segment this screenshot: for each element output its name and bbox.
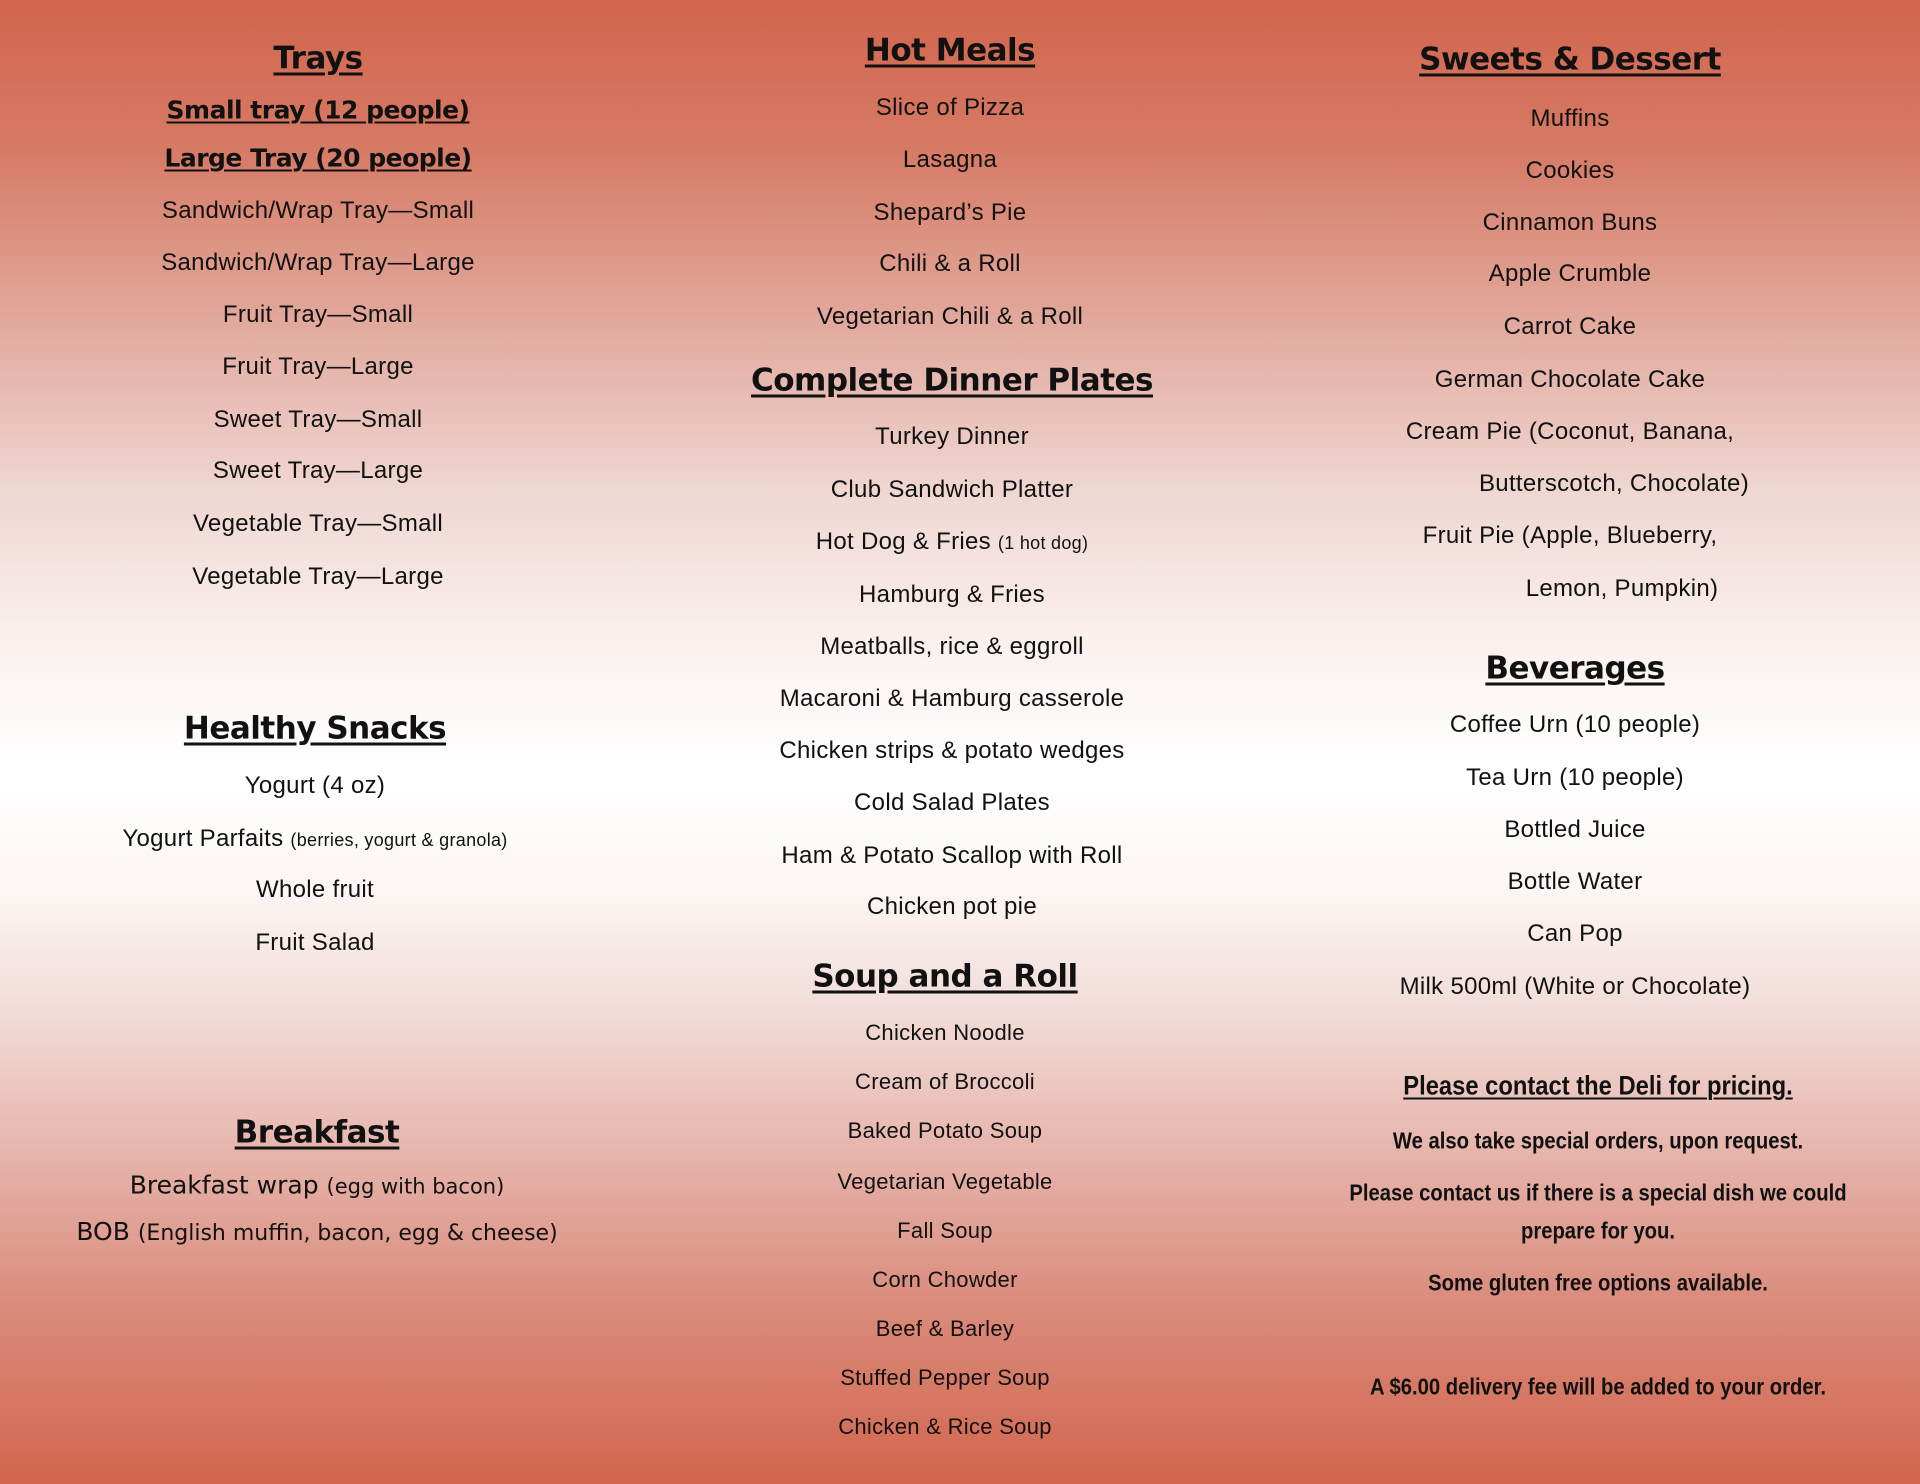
menu-item: Bottle Water <box>1507 868 1643 895</box>
gluten-free-note: Some gluten free options available. <box>1428 1269 1768 1296</box>
menu-item: Carrot Cake <box>1503 313 1637 340</box>
menu-item: Fruit Pie (Apple, Blueberry, <box>1422 522 1718 549</box>
menu-item: Fall Soup <box>897 1218 993 1243</box>
menu-item: Cookies <box>1525 157 1615 184</box>
menu-item <box>816 530 1089 554</box>
item-name: Cold Salad Plates <box>854 789 1050 816</box>
item-name: Macaroni & Hamburg casserole <box>779 685 1125 712</box>
special-orders-note: We also take special orders, upon request. <box>1392 1127 1804 1154</box>
menu-item: Vegetarian Chili & a Roll <box>816 303 1084 330</box>
menu-item: Apple Crumble <box>1488 260 1652 287</box>
item-note: (egg with bacon) <box>326 1174 505 1199</box>
item-name: Whole fruit <box>255 876 375 903</box>
menu-item-continuation: Butterscotch, Chocolate) <box>1479 470 1749 497</box>
menu-item: Fruit Tray—Large <box>222 353 414 380</box>
special-dish-note-line2: prepare for you. <box>1520 1217 1676 1244</box>
item-name: Yogurt Parfaits <box>122 825 284 852</box>
item-name: Chicken strips & potato wedges <box>779 737 1125 764</box>
breakfast-heading: Breakfast <box>234 1114 400 1151</box>
menu-item <box>854 791 1050 815</box>
hot-meals-heading: Hot Meals <box>864 32 1036 69</box>
menu-item: Vegetarian Vegetable <box>837 1169 1053 1194</box>
item-note: (berries, yogurt & granola) <box>290 830 508 850</box>
item-name: Fruit Salad <box>255 929 375 956</box>
menu-item <box>820 635 1084 659</box>
menu-item: Cinnamon Buns <box>1482 209 1658 236</box>
menu-item: Sweet Tray—Small <box>213 406 423 433</box>
item-name: Breakfast wrap <box>129 1170 319 1200</box>
dinner-plates-heading: Complete Dinner Plates <box>751 362 1153 399</box>
item-name: Yogurt (4 oz) <box>244 772 386 799</box>
menu-item: Cream Pie (Coconut, Banana, <box>1405 418 1735 445</box>
menu-item: Baked Potato Soup <box>847 1118 1043 1143</box>
menu-item: Slice of Pizza <box>875 94 1025 121</box>
special-dish-note-line1: Please contact us if there is a special dish we could <box>1349 1179 1847 1206</box>
menu-item: Sandwich/Wrap Tray—Large <box>161 249 475 276</box>
menu-item: Stuffed Pepper Soup <box>840 1365 1050 1390</box>
item-name: Club Sandwich Platter <box>830 476 1074 503</box>
menu-item: Chicken & Rice Soup <box>838 1414 1052 1439</box>
item-name: Hot Dog & Fries <box>815 528 991 555</box>
pricing-note: Please contact the Deli for pricing. <box>1403 1070 1793 1101</box>
item-name: Ham & Potato Scallop with Roll <box>781 842 1123 869</box>
menu-item: Sweet Tray—Large <box>212 457 424 484</box>
trays-heading: Trays <box>273 40 363 77</box>
soup-heading: Soup and a Roll <box>812 958 1078 995</box>
menu-item: Vegetable Tray—Large <box>192 563 444 590</box>
menu-item: Tea Urn (10 people) <box>1466 764 1684 791</box>
menu-item: Fruit Tray—Small <box>222 301 414 328</box>
beverages-heading: Beverages <box>1485 650 1665 687</box>
menu-item <box>129 1170 505 1200</box>
menu-item <box>256 878 374 902</box>
menu-item: Coffee Urn (10 people) <box>1449 711 1701 738</box>
healthy-snacks-heading: Healthy Snacks <box>183 710 447 747</box>
menu-item <box>245 774 385 798</box>
menu-item-continuation: Lemon, Pumpkin) <box>1525 575 1719 602</box>
menu-item: Chicken Noodle <box>865 1020 1025 1045</box>
delivery-fee-note: A $6.00 delivery fee will be added to your order. <box>1370 1373 1826 1400</box>
small-tray-size: Small tray (12 people) <box>166 95 470 125</box>
menu-item: Cream of Broccoli <box>855 1069 1035 1094</box>
menu-item: Sandwich/Wrap Tray—Small <box>161 197 475 224</box>
menu-item: Corn Chowder <box>872 1267 1018 1292</box>
menu-item <box>781 844 1122 868</box>
menu-item <box>780 687 1125 711</box>
menu-item: Lasagna <box>902 146 998 173</box>
item-note: (English muffin, bacon, egg & cheese) <box>137 1221 558 1246</box>
menu-item <box>859 583 1045 607</box>
menu-item <box>875 425 1029 449</box>
menu-item: German Chocolate Cake <box>1434 366 1706 393</box>
menu-item: Muffins <box>1530 105 1610 132</box>
menu-item <box>779 739 1124 763</box>
item-name: Meatballs, rice & eggroll <box>820 633 1084 660</box>
item-name: BOB <box>76 1217 130 1246</box>
item-name: Chicken pot pie <box>867 893 1037 920</box>
menu-item: Chili & a Roll <box>879 250 1021 277</box>
menu-item: Bottled Juice <box>1504 816 1646 843</box>
sweets-heading: Sweets & Dessert <box>1419 41 1721 78</box>
menu-item <box>76 1219 557 1245</box>
menu-item: Shepard’s Pie <box>873 199 1027 226</box>
menu-item: Vegetable Tray—Small <box>192 510 444 537</box>
menu-item <box>255 931 374 955</box>
item-name: Turkey Dinner <box>875 423 1029 450</box>
menu-item <box>867 895 1037 919</box>
menu-item: Milk 500ml (White or Chocolate) <box>1399 973 1751 1000</box>
menu-item: Beef & Barley <box>875 1316 1015 1341</box>
large-tray-size: Large Tray (20 people) <box>164 143 472 173</box>
item-note: (1 hot dog) <box>997 533 1089 553</box>
item-name: Hamburg & Fries <box>859 581 1045 608</box>
menu-item <box>122 827 507 851</box>
menu-item: Can Pop <box>1527 920 1623 947</box>
menu-item <box>831 478 1073 502</box>
